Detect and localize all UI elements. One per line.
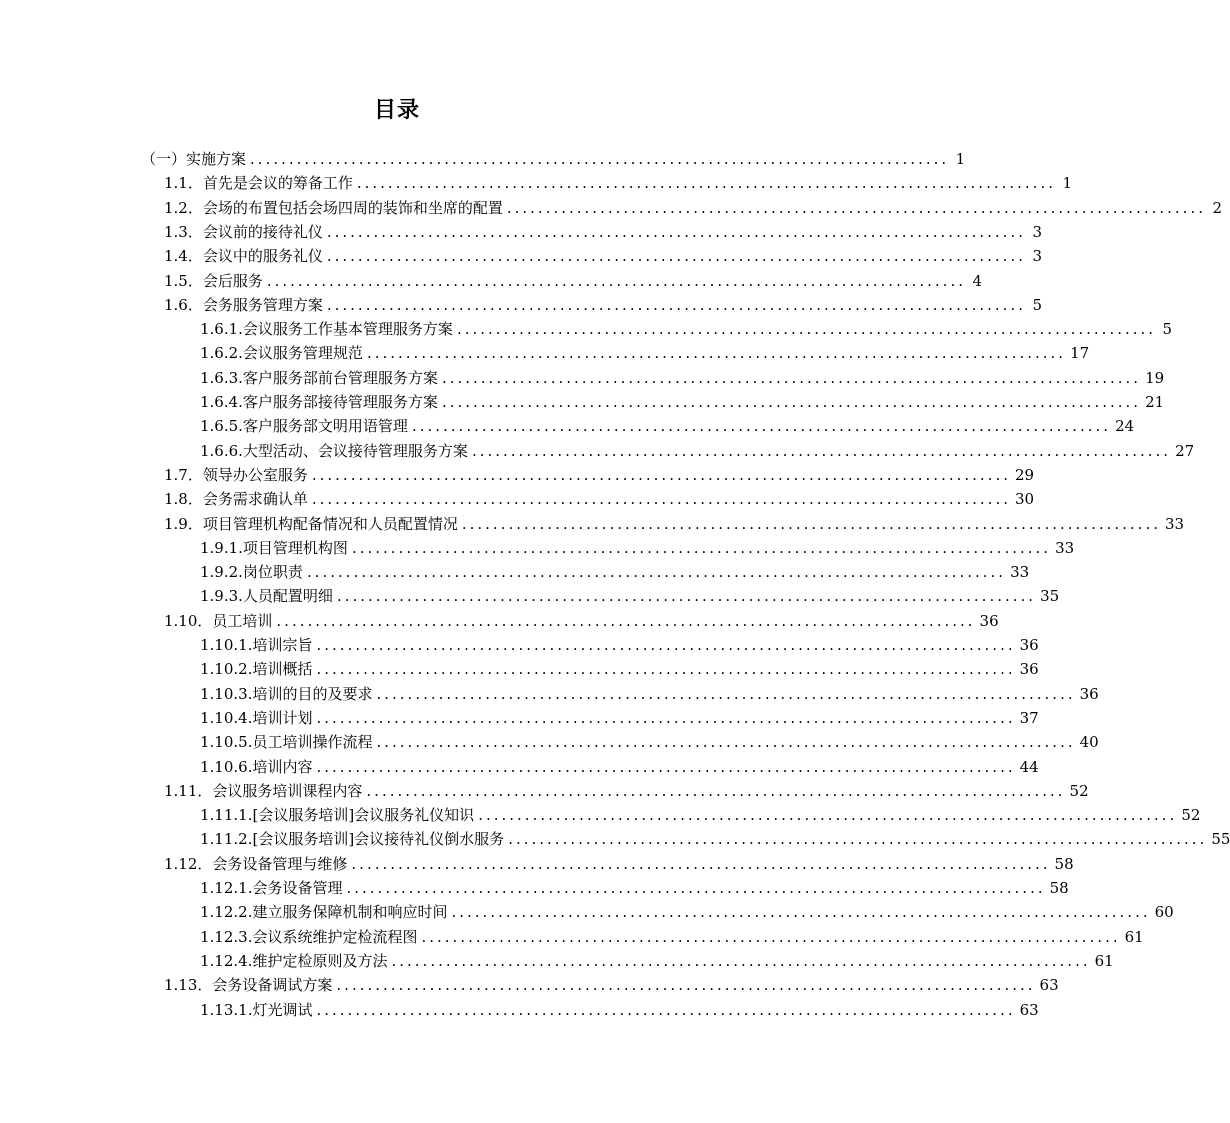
toc-entry-page-number: 1 [955,150,966,168]
toc-entry-label: 1.1．首先是会议的筹备工作 [164,174,353,193]
toc-entry[interactable] [200,827,1230,851]
toc-entry[interactable] [200,439,1195,463]
toc-entry-page-number: 36 [1019,636,1039,654]
toc-entry-page-number: 4 [972,271,982,290]
toc-dot-leader: .......................................................................................... [326,222,1026,241]
toc-entry[interactable] [200,949,1114,973]
toc-entry-label: 1.11.2.[会议服务培训]会议接待礼仪倒水服务 [200,830,505,849]
toc-entry[interactable] [200,900,1174,924]
toc-entry-label: 1.12.2.建立服务保障机制和响应时间 [200,903,448,922]
toc-entry-page-number: 27 [1175,441,1195,460]
toc-entry-page-number: 1 [1062,174,1072,193]
toc-entry-page-number: 3 [1032,247,1042,266]
toc-dot-leader: .......................................................................................... [316,636,1016,654]
toc-entry[interactable] [200,536,1075,560]
toc-entry[interactable] [200,925,1144,949]
toc-entry[interactable] [164,171,1072,195]
toc-entry-label: 1.9.3.人员配置明细 [200,587,333,606]
toc-dot-leader: .......................................................................................... [356,174,1056,193]
toc-entry-page-number: 58 [1054,854,1074,873]
toc-entry-label: 1.10.1.培训宗旨 [200,636,313,654]
toc-entry[interactable] [200,633,1039,657]
toc-entry-page-number: 36 [1079,684,1099,703]
page-title: 目录 [373,98,420,123]
toc-entry-label: 1.10．员工培训 [164,611,273,630]
toc-dot-leader: .......................................................................................... [506,198,1206,217]
toc-entry[interactable] [200,366,1165,390]
toc-entry-page-number: 55 [1211,830,1230,849]
toc-entry-label: 1.6.3.客户服务部前台管理服务方案 [200,368,438,387]
toc-entry-label: 1.11．会议服务培训课程内容 [164,781,363,800]
toc-dot-leader: .......................................................................................... [441,393,1142,411]
toc-entry[interactable] [200,876,1069,900]
toc-entry[interactable] [200,706,1039,730]
toc-dot-leader: .......................................................................................... [326,295,1026,314]
toc-dot-leader: .......................................................................................... [366,781,1066,800]
toc-entry-label: 1.12.4.维护定检原则及方法 [200,951,388,970]
toc-entry-page-number: 63 [1019,1000,1039,1019]
toc-dot-leader: .......................................................................................... [391,951,1091,970]
toc-entry-page-number: 17 [1070,344,1090,363]
toc-entry-label: 1.12.3.会议系统维护定检流程图 [200,927,418,946]
toc-entry-page-number: 33 [1010,563,1030,582]
toc-entry[interactable] [164,220,1042,244]
toc-dot-leader: .......................................................................................... [376,684,1076,703]
toc-entry-label: 1.10.3.培训的目的及要求 [200,684,373,703]
toc-dot-leader: .......................................................................................... [326,247,1026,266]
toc-entry-page-number: 61 [1124,927,1144,946]
toc-entry-label: 1.9.2.岗位职责 [200,563,303,582]
toc-entry-label: 1.6.5.客户服务部文明用语管理 [200,417,408,436]
toc-dot-leader: .......................................................................................... [311,465,1011,484]
toc-entry-page-number: 35 [1040,587,1060,606]
toc-entry[interactable] [164,463,1035,487]
toc-dot-leader: .......................................................................................... [276,611,976,630]
toc-entry[interactable] [200,682,1099,706]
toc-entry-label: 1.10.4.培训计划 [200,708,313,727]
toc-dot-leader: .......................................................................................... [266,271,966,290]
toc-entry-label: 1.6.2.会议服务管理规范 [200,344,363,363]
toc-entry-page-number: 24 [1115,417,1135,436]
toc-entry[interactable] [164,512,1185,536]
toc-dot-leader: .......................................................................................... [250,150,950,168]
toc-dot-leader: .......................................................................................... [316,660,1016,679]
toc-entry-page-number: 29 [1015,465,1035,484]
toc-dot-leader: .......................................................................................... [456,320,1157,339]
toc-entry[interactable] [164,293,1042,317]
toc-entry[interactable] [200,390,1165,414]
toc-dot-leader: .......................................................................................... [311,490,1011,509]
toc-entry-page-number: 2 [1212,198,1222,217]
toc-entry-page-number: 19 [1145,368,1165,387]
toc-entry-page-number: 36 [979,611,999,630]
toc-entry[interactable] [200,730,1099,754]
toc-entry-label: 1.10.6.培训内容 [200,757,313,776]
toc-entry-page-number: 3 [1032,222,1042,241]
toc-entry-page-number: 5 [1032,295,1042,314]
toc-entry-label: 1.9.1.项目管理机构图 [200,538,348,557]
toc-dot-leader: .......................................................................................... [306,563,1007,582]
toc-entry[interactable] [164,196,1222,220]
toc-dot-leader: .......................................................................................... [366,344,1067,363]
toc-entry-label: 1.11.1.[会议服务培训]会议服务礼仪知识 [200,806,475,825]
toc-entry[interactable] [200,803,1201,827]
toc-entry-page-number: 30 [1015,490,1035,509]
toc-dot-leader: .......................................................................................... [508,830,1208,849]
toc-entry[interactable] [164,269,982,293]
toc-entry-page-number: 33 [1165,514,1185,533]
toc-entry-page-number: 36 [1019,660,1039,679]
toc-dot-leader: .......................................................................................... [351,538,1052,557]
toc-dot-leader: .......................................................................................... [316,1000,1016,1019]
toc-entry-label: 1.10.5.员工培训操作流程 [200,733,373,752]
toc-entry-page-number: 5 [1162,320,1173,339]
toc-entry-label: 1.12.1.会务设备管理 [200,879,343,897]
toc-dot-leader: .......................................................................................... [441,368,1142,387]
toc-entry[interactable] [200,317,1173,341]
toc-dot-leader: .......................................................................................... [336,587,1037,606]
toc-entry-label: 1.8．会务需求确认单 [164,490,308,509]
toc-dot-leader: .......................................................................................... [411,417,1112,436]
toc-entry-label: 1.6．会务服务管理方案 [164,295,323,314]
toc-entry-label: 1.7．领导办公室服务 [164,465,308,484]
toc-entry[interactable] [164,779,1089,803]
toc-entry-page-number: 52 [1069,781,1089,800]
toc-entry-label: 1.13．会务设备调试方案 [164,976,333,995]
toc-dot-leader: .......................................................................................... [316,757,1016,776]
toc-dot-leader: .......................................................................................... [316,708,1016,727]
toc-entry[interactable] [200,584,1060,608]
toc-entry-label: 1.6.4.客户服务部接待管理服务方案 [200,393,438,411]
toc-entry-label: （一）实施方案 [141,150,247,168]
toc-dot-leader: .......................................................................................... [346,879,1046,897]
toc-entry-label: 1.5．会后服务 [164,271,263,290]
toc-entry-label: 1.6.1.会议服务工作基本管理服务方案 [200,320,453,339]
toc-entry-page-number: 33 [1055,538,1075,557]
toc-dot-leader: .......................................................................................... [478,806,1178,825]
toc-entry-label: 1.12．会务设备管理与维修 [164,854,348,873]
toc-dot-leader: .......................................................................................... [461,514,1161,533]
toc-entry[interactable] [164,609,999,633]
toc-entry-page-number: 37 [1019,708,1039,727]
toc-entry-label: 1.9．项目管理机构配备情况和人员配置情况 [164,514,458,533]
toc-entry-page-number: 21 [1145,393,1165,411]
toc-dot-leader: .......................................................................................... [421,927,1121,946]
toc-entry-label: 1.4．会议中的服务礼仪 [164,247,323,266]
toc-entry[interactable] [164,852,1074,876]
toc-entry[interactable] [200,755,1039,779]
toc-entry-label: 1.10.2.培训概括 [200,660,313,679]
toc-entry[interactable] [200,341,1090,365]
toc-entry[interactable] [164,487,1035,511]
toc-entry[interactable] [200,560,1030,584]
toc-entry-label: 1.6.6.大型活动、会议接待管理服务方案 [200,441,468,460]
toc-entry[interactable] [200,998,1039,1022]
toc-entry-label: 1.13.1.灯光调试 [200,1000,313,1019]
toc-entry[interactable] [200,414,1135,438]
toc-entry-page-number: 58 [1049,879,1069,897]
toc-entry[interactable] [164,244,1042,268]
toc-entry-page-number: 40 [1079,733,1099,752]
toc-entry-page-number: 44 [1019,757,1039,776]
toc-entry[interactable] [200,657,1039,681]
toc-entry-label: 1.3．会议前的接待礼仪 [164,222,323,241]
toc-entry-page-number: 61 [1094,951,1114,970]
toc-entry-label: 1.2．会场的布置包括会场四周的装饰和坐席的配置 [164,198,503,217]
toc-dot-leader: .......................................................................................... [376,733,1076,752]
toc-entry[interactable] [141,147,966,171]
toc-entry-page-number: 63 [1039,976,1059,995]
toc-entry[interactable] [164,973,1059,997]
toc-dot-leader: .......................................................................................... [471,441,1172,460]
toc-dot-leader: .......................................................................................... [451,903,1151,922]
toc-dot-leader: .......................................................................................... [351,854,1051,873]
toc-dot-leader: .......................................................................................... [336,976,1036,995]
toc-entry-page-number: 60 [1154,903,1174,922]
toc-entry-page-number: 52 [1181,806,1201,825]
